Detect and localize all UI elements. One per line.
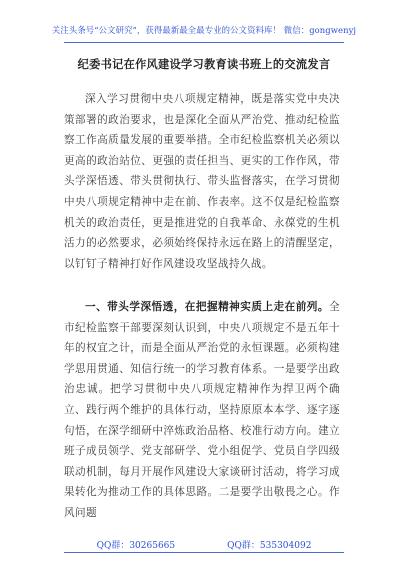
section1-body: 全市纪检监察干部要深刻认识到，中央八项规定不是五年十年的权宜之计，而是全面从严治党的永恒课题。必须构建学思用贯通、知信行统一的学习教育体系。一是要学出政治忠诚。把学习贯彻中央八项规定精神作为捍卫两个确立、践行两个维护的具体行动，坚持原原本本学、逐字逐句悟，在深学细研中淬炼政治品格、校准行动方向。建立班子成员领学、党支部研学、党小组促学、党员自学四级联动机制，每月开展作风建设大家谈研讨活动，将学习成果转化为推动工作的具体思路。二是要学出敬畏之心。作风问题 bbox=[64, 301, 340, 519]
footer-contacts bbox=[0, 538, 408, 551]
section1-heading: 一、带头学深悟透，在把握精神实质上走在前列。 bbox=[85, 301, 329, 313]
footer-qq-group-1: QQ群：30265665 bbox=[96, 541, 176, 551]
bottom-divider bbox=[64, 552, 344, 553]
footer-qq-group-2: QQ群：535304092 bbox=[227, 541, 312, 551]
section1-paragraph bbox=[64, 297, 340, 524]
intro-paragraph: 深入学习贯彻中央八项规定精神，既是落实党中央决策部署的政治要求，也是深化全面从严治党、推动纪检监察工作高质量发展的重要举措。全市纪检监察机关必须以更高的政治站位、更强的责任担当、更实的工作作风，带头学深悟透、带头贯彻执行、带头监督落实，在学习贯彻中央八项规定精神中走在前、作表率。这不仅是纪检监察机关的政治责任，更是推进党的自我革命、永葆党的生机活力的必然要求，必须始终保持永远在路上的清醒坚定，以钉钉子精神打好作风建设攻坚战持久战。 bbox=[64, 93, 340, 270]
top-divider bbox=[64, 42, 344, 43]
top-banner: 关注头条号“公文研究”，获得最新最全最专业的公文资料库！ 微信：gongwenyj bbox=[51, 25, 357, 35]
document-title: 纪委书记在作风建设学习教育读书班上的交流发言 bbox=[77, 57, 331, 71]
